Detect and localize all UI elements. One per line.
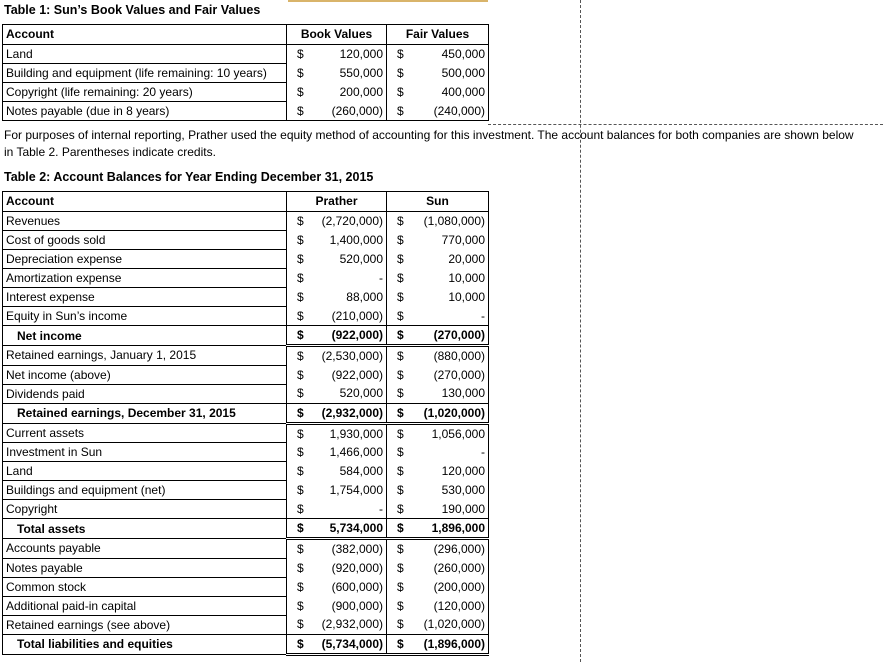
currency-symbol: $ (397, 598, 404, 613)
currency-symbol: $ (397, 579, 404, 594)
table1-header-fair: Fair Values (387, 25, 489, 45)
account-cell: Notes payable (due in 8 years) (3, 102, 287, 121)
account-cell: Investment in Sun (3, 443, 287, 462)
account-cell: Notes payable (3, 558, 287, 577)
prather-value-cell: (382,000) (309, 539, 387, 559)
account-cell: Additional paid-in capital (3, 596, 287, 615)
currency-symbol: $ (297, 214, 304, 229)
table1 (2, 24, 489, 121)
sun-value-cell: (880,000) (409, 346, 489, 366)
header-accent-bar (288, 0, 488, 2)
sun-value-cell: (1,896,000) (409, 634, 489, 654)
sun-value-cell: (1,080,000) (409, 212, 489, 231)
fair-value-cell: (240,000) (409, 102, 489, 121)
currency-symbol: $ (397, 367, 404, 382)
table1-header-book: Book Values (287, 25, 387, 45)
account-cell: Depreciation expense (3, 250, 287, 269)
prather-value-cell: - (309, 269, 387, 288)
table-row (3, 64, 489, 83)
sun-value-cell: 10,000 (409, 269, 489, 288)
account-cell: Retained earnings, January 1, 2015 (3, 346, 287, 366)
table-row (3, 231, 489, 250)
account-cell: Net income (above) (3, 365, 287, 384)
currency-symbol: $ (297, 85, 304, 99)
prather-value-cell: 1,930,000 (309, 423, 387, 443)
currency-symbol: $ (287, 615, 309, 634)
sun-value-cell: 10,000 (409, 288, 489, 307)
currency-symbol: $ (287, 500, 309, 519)
currency-symbol: $ (397, 542, 404, 556)
prather-value-cell: (2,530,000) (309, 346, 387, 366)
currency-symbol: $ (297, 445, 304, 459)
currency-symbol: $ (397, 426, 404, 441)
currency-symbol: $ (297, 367, 304, 382)
page-break-horizontal (488, 124, 883, 125)
currency-symbol: $ (297, 579, 304, 594)
table2-title: Table 2: Account Balances for Year Ending December 31, 2015 (4, 170, 374, 184)
currency-symbol: $ (297, 542, 304, 556)
currency-symbol: $ (287, 634, 309, 654)
currency-symbol: $ (297, 290, 304, 304)
total-label-cell: Net income (3, 326, 287, 346)
sun-value-cell: 1,896,000 (409, 519, 489, 539)
account-cell: Dividends paid (3, 384, 287, 403)
sun-value-cell: (260,000) (409, 558, 489, 577)
sun-value-cell: (120,000) (409, 596, 489, 615)
account-cell: Land (3, 462, 287, 481)
sun-value-cell: - (409, 443, 489, 462)
table-row (3, 423, 489, 443)
table1-header-account: Account (3, 25, 287, 45)
table-row (3, 403, 489, 423)
fair-value-cell: 400,000 (409, 83, 489, 102)
table-row (3, 443, 489, 462)
table-row (3, 539, 489, 559)
currency-symbol: $ (297, 598, 304, 613)
table-row (3, 102, 489, 121)
sun-value-cell: 20,000 (409, 250, 489, 269)
currency-symbol: $ (387, 307, 409, 326)
account-cell: Copyright (life remaining: 20 years) (3, 83, 287, 102)
currency-symbol: $ (397, 271, 404, 285)
table2-header-prather: Prather (287, 192, 387, 212)
table-row (3, 615, 489, 634)
table2-header-sun: Sun (387, 192, 489, 212)
prather-value-cell: (2,720,000) (309, 212, 387, 231)
currency-symbol: $ (297, 47, 304, 62)
sun-value-cell: 130,000 (409, 384, 489, 403)
currency-symbol: $ (397, 483, 404, 497)
prather-value-cell: 584,000 (309, 462, 387, 481)
prather-value-cell: 1,466,000 (309, 443, 387, 462)
book-value-cell: 120,000 (309, 45, 387, 64)
table-row (3, 45, 489, 64)
account-cell: Revenues (3, 212, 287, 231)
currency-symbol: $ (297, 233, 304, 247)
currency-symbol: $ (297, 426, 304, 441)
account-cell: Common stock (3, 577, 287, 596)
total-label-cell: Total assets (3, 519, 287, 539)
currency-symbol: $ (397, 214, 404, 229)
currency-symbol: $ (397, 252, 404, 266)
account-cell: Accounts payable (3, 539, 287, 559)
currency-symbol: $ (297, 483, 304, 497)
table-row (3, 558, 489, 577)
sun-value-cell: (270,000) (409, 326, 489, 346)
currency-symbol: $ (397, 233, 404, 247)
currency-symbol: $ (397, 66, 404, 80)
prather-value-cell: - (309, 500, 387, 519)
prather-value-cell: 520,000 (309, 384, 387, 403)
currency-symbol: $ (297, 66, 304, 80)
currency-symbol: $ (387, 384, 409, 403)
account-cell: Interest expense (3, 288, 287, 307)
sun-value-cell: (270,000) (409, 365, 489, 384)
currency-symbol: $ (397, 47, 404, 62)
table-row (3, 250, 489, 269)
table-row (3, 577, 489, 596)
sun-value-cell: (1,020,000) (409, 403, 489, 423)
prather-value-cell: 1,754,000 (309, 481, 387, 500)
table-row (3, 83, 489, 102)
currency-symbol: $ (287, 326, 309, 346)
total-label-cell: Retained earnings, December 31, 2015 (3, 403, 287, 423)
currency-symbol: $ (287, 384, 309, 403)
table-row (3, 269, 489, 288)
prather-value-cell: 5,734,000 (309, 519, 387, 539)
page-break-vertical (580, 0, 581, 662)
prather-value-cell: (2,932,000) (309, 615, 387, 634)
currency-symbol: $ (297, 271, 304, 285)
currency-symbol: $ (287, 102, 309, 121)
currency-symbol: $ (397, 464, 404, 478)
table-row (3, 346, 489, 366)
prather-value-cell: 88,000 (309, 288, 387, 307)
currency-symbol: $ (387, 102, 409, 121)
prather-value-cell: (210,000) (309, 307, 387, 326)
currency-symbol: $ (297, 349, 304, 363)
prather-value-cell: 520,000 (309, 250, 387, 269)
account-cell: Retained earnings (see above) (3, 615, 287, 634)
currency-symbol: $ (397, 349, 404, 363)
fair-value-cell: 450,000 (409, 45, 489, 64)
prather-value-cell: (922,000) (309, 365, 387, 384)
currency-symbol: $ (397, 85, 404, 99)
table-row (3, 365, 489, 384)
table-row (3, 500, 489, 519)
total-label-cell: Total liabilities and equities (3, 634, 287, 654)
table-row (3, 307, 489, 326)
table-row (3, 634, 489, 654)
prather-value-cell: (922,000) (309, 326, 387, 346)
currency-symbol: $ (397, 290, 404, 304)
account-cell: Amortization expense (3, 269, 287, 288)
book-value-cell: (260,000) (309, 102, 387, 121)
currency-symbol: $ (387, 326, 409, 346)
currency-symbol: $ (297, 252, 304, 266)
currency-symbol: $ (287, 403, 309, 423)
sun-value-cell: (200,000) (409, 577, 489, 596)
currency-symbol: $ (397, 560, 404, 575)
intro-paragraph: For purposes of internal reporting, Prather used the equity method of accounting for this investment. The account balances for both companies are shown below in Table 2. Parentheses indicate credits. (4, 128, 854, 159)
table-row (3, 384, 489, 403)
currency-symbol: $ (287, 519, 309, 539)
sun-value-cell: (296,000) (409, 539, 489, 559)
table-row (3, 596, 489, 615)
currency-symbol: $ (387, 500, 409, 519)
account-cell: Current assets (3, 423, 287, 443)
prather-value-cell: (920,000) (309, 558, 387, 577)
account-cell: Equity in Sun’s income (3, 307, 287, 326)
sun-value-cell: 770,000 (409, 231, 489, 250)
currency-symbol: $ (387, 403, 409, 423)
table-row (3, 326, 489, 346)
currency-symbol: $ (397, 445, 404, 459)
sun-value-cell: 190,000 (409, 500, 489, 519)
sun-value-cell: (1,020,000) (409, 615, 489, 634)
account-cell: Copyright (3, 500, 287, 519)
table-row (3, 462, 489, 481)
sun-value-cell: 1,056,000 (409, 423, 489, 443)
table2 (2, 191, 489, 656)
currency-symbol: $ (387, 615, 409, 634)
currency-symbol: $ (387, 634, 409, 654)
prather-value-cell: (5,734,000) (309, 634, 387, 654)
prather-value-cell: (2,932,000) (309, 403, 387, 423)
table2-header-account: Account (3, 192, 287, 212)
currency-symbol: $ (287, 307, 309, 326)
prather-value-cell: 1,400,000 (309, 231, 387, 250)
account-cell: Cost of goods sold (3, 231, 287, 250)
table-row (3, 212, 489, 231)
prather-value-cell: (600,000) (309, 577, 387, 596)
currency-symbol: $ (297, 464, 304, 478)
fair-value-cell: 500,000 (409, 64, 489, 83)
account-cell: Buildings and equipment (net) (3, 481, 287, 500)
table1-title: Table 1: Sun’s Book Values and Fair Values (4, 3, 261, 17)
sun-value-cell: 530,000 (409, 481, 489, 500)
table-row (3, 288, 489, 307)
account-cell: Land (3, 45, 287, 64)
table-row (3, 519, 489, 539)
currency-symbol: $ (297, 560, 304, 575)
book-value-cell: 200,000 (309, 83, 387, 102)
table-row (3, 481, 489, 500)
book-value-cell: 550,000 (309, 64, 387, 83)
account-cell: Building and equipment (life remaining: 10 years) (3, 64, 287, 83)
currency-symbol: $ (387, 519, 409, 539)
sun-value-cell: 120,000 (409, 462, 489, 481)
sun-value-cell: - (409, 307, 489, 326)
prather-value-cell: (900,000) (309, 596, 387, 615)
